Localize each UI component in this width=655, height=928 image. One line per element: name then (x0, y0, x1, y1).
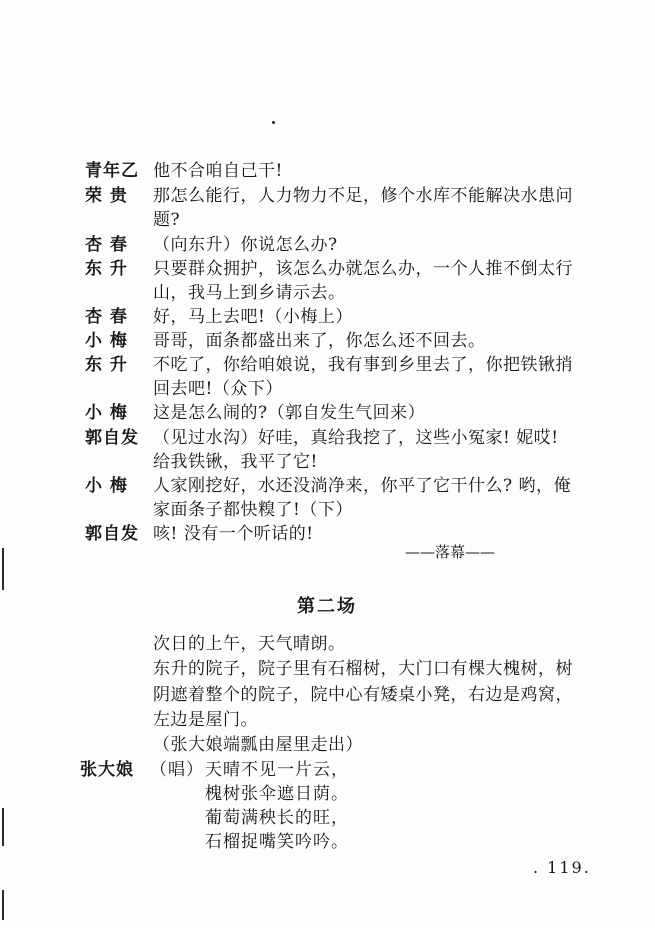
dialogue-text: （见过水沟）好哇，真给我挖了，这些小冤家! 妮哎! (153, 428, 559, 448)
binding-mark (2, 548, 4, 590)
page-number: . 119. (533, 858, 591, 877)
binding-mark (2, 890, 4, 920)
dialogue-text: 这是怎么闹的?（郭自发生气回来） (153, 403, 426, 423)
dialogue-text: 他不合咱自己干! (153, 161, 283, 181)
stage-direction: 左边是屋门。 (153, 710, 258, 730)
dialogue-text: 题? (153, 210, 181, 230)
speaker-name: 东 升 (85, 355, 128, 375)
speaker-name: 杏 春 (85, 235, 128, 255)
dialogue-text: 回去吧!（众下） (153, 379, 283, 399)
dialogue-text: 咳! 没有一个听话的! (153, 524, 314, 544)
dialogue-text: 不吃了，你给咱娘说，我有事到乡里去了，你把铁锹捎 (153, 355, 573, 375)
speck (272, 121, 275, 124)
dialogue-text: 只要群众拥护，该怎么办就怎么办，一个人推不倒太行 (153, 259, 573, 279)
song-line: 葡萄满秧长的旺， (205, 808, 349, 828)
speaker-name: 东 升 (85, 259, 128, 279)
stage-direction: （张大娘端瓢由屋里走出） (153, 735, 363, 755)
stage-direction: 次日的上午，天气晴朗。 (153, 634, 346, 654)
dialogue-text: 那怎么能行，人力物力不足，修个水库不能解决水患问 (153, 186, 573, 206)
dialogue-text: 人家刚挖好，水还没淌净来，你平了它干什么? 哟，俺 (153, 476, 572, 496)
dialogue-text: 好，马上去吧!（小梅上） (153, 307, 353, 327)
binding-mark (2, 808, 4, 846)
dialogue-text: 给我铁锹，我平了它! (153, 452, 318, 472)
dialogue-text: （向东升）你说怎么办? (153, 235, 338, 255)
speaker-name: 青年乙 (85, 161, 139, 181)
dialogue-text: 哥哥，面条都盛出来了，你怎么还不回去。 (153, 331, 486, 351)
curtain-marker: ——落幕—— (405, 543, 496, 561)
song-line: 槐树张伞遮日荫。 (205, 784, 349, 804)
speaker-name: 郭自发 (85, 428, 139, 448)
song-cue: （唱） (150, 760, 204, 780)
dialogue-text: 山，我马上到乡请示去。 (153, 283, 346, 303)
speaker-name: 杏 春 (85, 307, 128, 327)
song-line: 天晴不见一片云， (205, 760, 349, 780)
speaker-name: 小 梅 (85, 403, 128, 423)
dialogue-text: 家面条子都快糗了!（下） (153, 500, 353, 520)
scene-title: 第二场 (297, 596, 357, 617)
speaker-name: 郭自发 (85, 524, 139, 544)
speaker-name: 小 梅 (85, 476, 128, 496)
stage-direction: 阴遮着整个的院子，院中心有矮桌小凳，右边是鸡窝， (153, 685, 573, 705)
song-line: 石榴捉嘴笑吟吟。 (205, 832, 349, 852)
speaker-name: 张大娘 (80, 760, 134, 780)
speaker-name: 小 梅 (85, 331, 128, 351)
speaker-name: 荣 贵 (85, 186, 128, 206)
stage-direction: 东升的院子，院子里有石榴树，大门口有棵大槐树，树 (153, 659, 573, 679)
